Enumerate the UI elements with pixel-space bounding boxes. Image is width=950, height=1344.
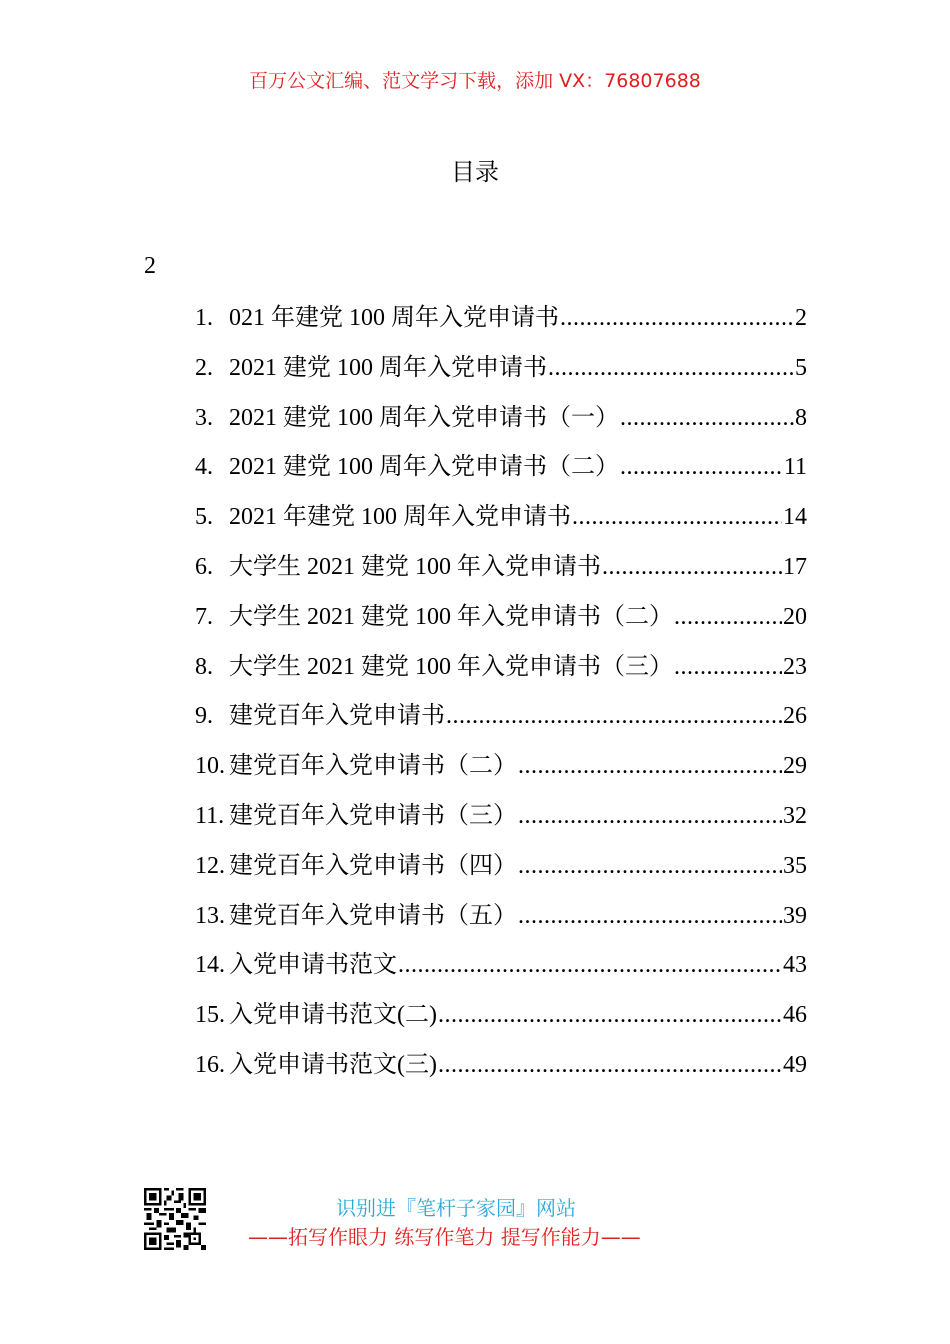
toc-entry[interactable] bbox=[195, 497, 807, 547]
toc-leader-dots bbox=[518, 896, 782, 936]
table-of-contents bbox=[195, 298, 807, 1095]
toc-entry-page: 2 bbox=[795, 305, 807, 331]
toc-entry[interactable] bbox=[195, 896, 807, 946]
toc-entry-page: 35 bbox=[783, 852, 807, 879]
toc-entry-title: 2021 建党 100 周年入党申请书（一） bbox=[229, 404, 619, 431]
toc-entry-title: 入党申请书范文 bbox=[229, 952, 397, 979]
toc-entry[interactable] bbox=[195, 696, 807, 746]
toc-entry-page: 23 bbox=[783, 653, 807, 680]
footer-slogan: ——拓写作眼力 练写作笔力 提写作能力—— bbox=[248, 1225, 641, 1249]
footer-banner bbox=[0, 1188, 950, 1258]
toc-entry-title: 2021 建党 100 周年入党申请书（二） bbox=[229, 454, 619, 481]
stray-page-number: 2 bbox=[144, 253, 156, 279]
toc-entry-number: 12. bbox=[195, 852, 225, 879]
toc-entry-page: 11 bbox=[783, 454, 807, 481]
toc-leader-dots bbox=[548, 348, 794, 388]
toc-leader-dots bbox=[438, 995, 782, 1035]
toc-entry-page: 8 bbox=[795, 404, 807, 431]
toc-leader-dots bbox=[446, 696, 782, 736]
toc-entry[interactable] bbox=[195, 597, 807, 647]
page-title: 目录 bbox=[451, 158, 499, 186]
toc-entry-number: 13. bbox=[195, 902, 225, 929]
toc-entry[interactable] bbox=[195, 547, 807, 597]
toc-entry-page: 26 bbox=[783, 703, 807, 730]
toc-entry-page: 43 bbox=[783, 952, 807, 979]
toc-entry-title: 大学生 2021 建党 100 年入党申请书（二） bbox=[229, 603, 673, 630]
toc-leader-dots bbox=[518, 796, 782, 836]
toc-entry-number: 10. bbox=[195, 753, 225, 780]
toc-entry-title: 大学生 2021 建党 100 年入党申请书 bbox=[229, 553, 601, 580]
toc-leader-dots bbox=[398, 945, 782, 985]
toc-entry-title: 大学生 2021 建党 100 年入党申请书（三） bbox=[229, 653, 673, 680]
toc-leader-dots bbox=[674, 597, 782, 637]
toc-entry[interactable] bbox=[195, 447, 807, 497]
toc-entry-number: 9. bbox=[195, 703, 213, 730]
footer-site-note: 识别进『笔杆子家园』网站 bbox=[336, 1196, 576, 1220]
toc-leader-dots bbox=[620, 398, 794, 438]
toc-entry[interactable] bbox=[195, 995, 807, 1045]
toc-entry-page: 29 bbox=[783, 753, 807, 780]
toc-leader-dots bbox=[518, 746, 782, 786]
toc-entry-title: 2021 年建党 100 周年入党申请书 bbox=[229, 504, 571, 531]
toc-entry-title: 建党百年入党申请书 bbox=[229, 703, 445, 730]
toc-entry[interactable] bbox=[195, 298, 807, 348]
toc-entry-page: 5 bbox=[795, 354, 807, 381]
toc-entry[interactable] bbox=[195, 647, 807, 697]
toc-entry-number: 11. bbox=[195, 802, 225, 829]
toc-entry-title: 入党申请书范文(三) bbox=[229, 1051, 437, 1078]
toc-leader-dots bbox=[674, 647, 782, 687]
toc-leader-dots bbox=[602, 547, 782, 587]
toc-entry-title: 建党百年入党申请书（四） bbox=[229, 852, 517, 879]
toc-entry[interactable] bbox=[195, 398, 807, 448]
toc-entry-page: 39 bbox=[783, 902, 807, 929]
toc-entry-page: 14 bbox=[783, 504, 807, 531]
toc-entry-page: 49 bbox=[783, 1051, 807, 1078]
toc-entry-title: 021 年建党 100 周年入党申请书 bbox=[229, 305, 559, 331]
toc-entry-number: 4. bbox=[195, 454, 213, 481]
toc-entry-title: 2021 建党 100 周年入党申请书 bbox=[229, 354, 547, 381]
toc-entry-number: 2. bbox=[195, 354, 213, 381]
toc-entry[interactable] bbox=[195, 1045, 807, 1095]
toc-entry-title: 建党百年入党申请书（五） bbox=[229, 902, 517, 929]
toc-entry-number: 15. bbox=[195, 1002, 225, 1029]
toc-entry-number: 16. bbox=[195, 1051, 225, 1078]
toc-entry-title: 建党百年入党申请书（二） bbox=[229, 753, 517, 780]
toc-leader-dots bbox=[518, 846, 782, 886]
toc-leader-dots bbox=[560, 298, 794, 338]
toc-entry-title: 入党申请书范文(二) bbox=[229, 1002, 437, 1029]
toc-entry-number: 7. bbox=[195, 603, 213, 630]
toc-entry[interactable] bbox=[195, 945, 807, 995]
toc-leader-dots bbox=[620, 447, 783, 487]
toc-entry-number: 14. bbox=[195, 952, 225, 979]
toc-leader-dots bbox=[572, 497, 782, 537]
toc-entry-number: 5. bbox=[195, 504, 213, 531]
toc-entry[interactable] bbox=[195, 846, 807, 896]
toc-entry[interactable] bbox=[195, 348, 807, 398]
toc-entry-page: 32 bbox=[783, 802, 807, 829]
toc-entry[interactable] bbox=[195, 746, 807, 796]
toc-entry-number: 6. bbox=[195, 553, 213, 580]
toc-entry-page: 46 bbox=[783, 1002, 807, 1029]
toc-entry-page: 17 bbox=[783, 553, 807, 580]
toc-entry-page: 20 bbox=[783, 603, 807, 630]
toc-entry-number: 3. bbox=[195, 404, 213, 431]
toc-leader-dots bbox=[438, 1045, 782, 1085]
toc-entry-title: 建党百年入党申请书（三） bbox=[229, 802, 517, 829]
header-promo-note: 百万公文汇编、范文学习下载，添加 VX：76807688 bbox=[249, 70, 701, 92]
toc-entry-number: 1. bbox=[195, 305, 213, 331]
toc-entry-number: 8. bbox=[195, 653, 213, 680]
toc-entry[interactable] bbox=[195, 796, 807, 846]
